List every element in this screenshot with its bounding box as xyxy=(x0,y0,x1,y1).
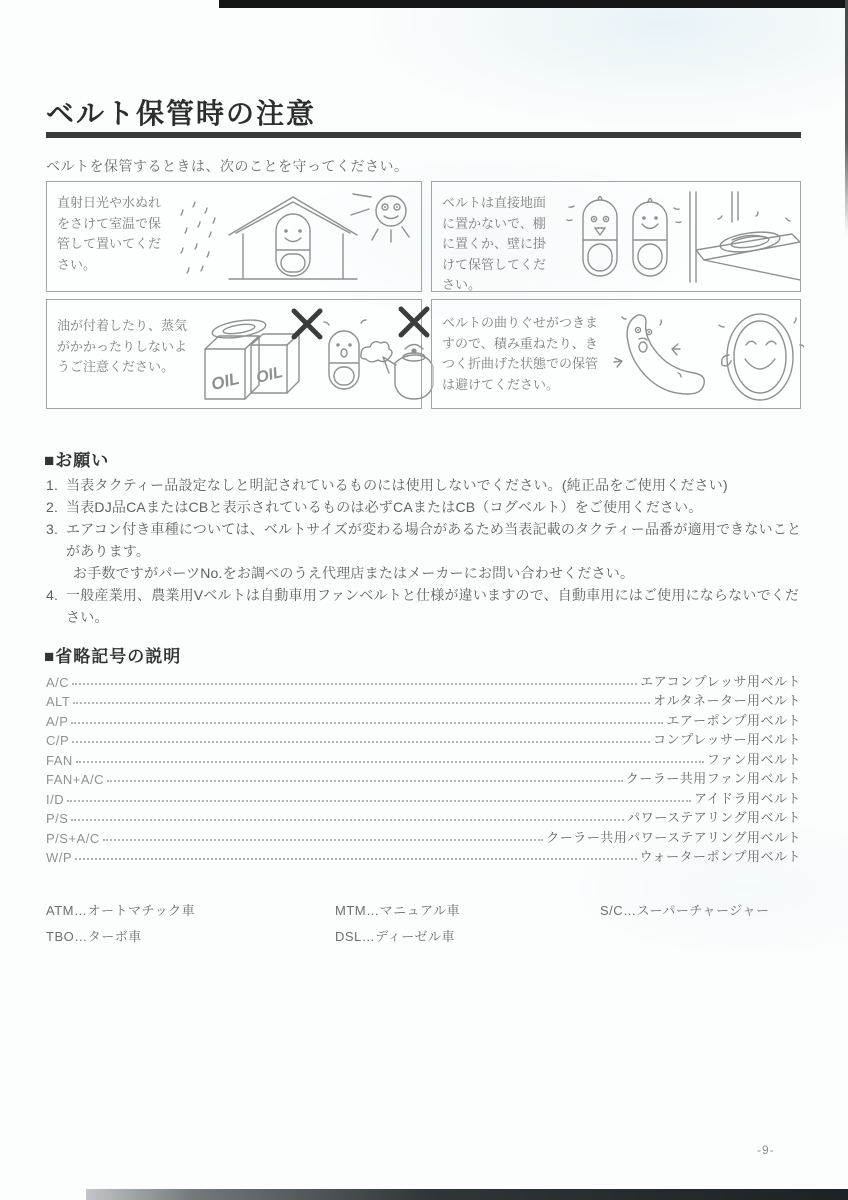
smiling-belt-icon xyxy=(276,214,310,276)
page-number: -9- xyxy=(757,1143,775,1157)
abbreviation-row xyxy=(46,847,801,867)
storage-tip-box-1 xyxy=(46,181,422,292)
house-icon xyxy=(229,197,357,279)
abbr-code: C/P xyxy=(46,733,70,748)
abbr-code: W/P xyxy=(46,850,73,865)
scan-artifact-top-bar xyxy=(219,0,848,8)
sun-icon xyxy=(351,194,409,242)
page-title: ベルト保管時の注意 xyxy=(46,98,317,129)
dotted-leader xyxy=(103,839,543,841)
storage-tip-box-3 xyxy=(46,299,422,409)
abbreviation-row xyxy=(46,749,801,769)
abbr-meaning: アイドラ用ベルト xyxy=(694,790,801,806)
vehicle-abbr-column xyxy=(600,898,806,950)
storage-tip-box-2 xyxy=(431,181,801,292)
dotted-leader xyxy=(73,702,650,704)
vehicle-abbr: ATM…オートマチック車 xyxy=(46,903,196,918)
dotted-leader xyxy=(107,780,623,782)
request-item xyxy=(46,518,806,584)
request-section-heading: ■お願い xyxy=(44,451,110,470)
abbr-code: P/S xyxy=(46,811,69,826)
steam-cloud-icon xyxy=(361,342,392,362)
abbr-meaning: コンプレッサー用ベルト xyxy=(653,732,801,747)
abbr-code: A/C xyxy=(46,674,70,690)
coiled-belt-on-shelf-icon xyxy=(718,212,790,255)
steamed-belt-icon xyxy=(324,320,366,389)
abbr-meaning: オルタネーター用ベルト xyxy=(653,693,801,708)
abbreviation-row xyxy=(46,808,801,828)
abbreviation-row xyxy=(46,671,801,691)
abbr-code: A/P xyxy=(46,713,69,729)
vehicle-abbr-column xyxy=(46,898,335,950)
item-text-line2: お手数ですがパーツNo.をお調べのうえ代理店またはメーカーにお問い合わせください。 xyxy=(73,565,635,581)
item-text: 当表タクティー品設定なしと明記されているものには使用しないでください。(純正品をご使用ください) xyxy=(66,477,728,493)
bent-belt-happy-belt-illustration xyxy=(608,300,804,408)
item-text xyxy=(66,518,806,584)
abbr-code: P/S+A/C xyxy=(46,830,100,846)
abbreviation-row xyxy=(46,788,801,808)
intro-text: ベルトを保管するときは、次のことを守ってください。 xyxy=(46,158,409,174)
tip-text: 油が付着したり、蒸気がかかったりしないようご注意ください。 xyxy=(57,318,188,375)
tip-text: ベルトの曲りぐせがつきますので、積み重ねたり、きつく折曲げた状態での保管は避けてください。 xyxy=(442,315,599,392)
dotted-leader xyxy=(76,761,704,763)
rain-house-sun-illustration xyxy=(169,182,421,291)
abbreviation-row xyxy=(46,710,801,730)
dotted-leader xyxy=(75,858,636,860)
request-item xyxy=(46,474,806,496)
hanging-belt-icon xyxy=(567,196,617,276)
dotted-leader xyxy=(67,800,691,802)
abbr-meaning: クーラー共用ファン用ベルト xyxy=(625,771,801,786)
item-text-line1: エアコン付き車種については、ベルトサイズが変わる場合があるため当表記載のタクティー品番が適用できないことがあります。 xyxy=(66,521,802,559)
abbr-code: FAN+A/C xyxy=(46,772,105,787)
vehicle-abbr: MTM…マニュアル車 xyxy=(335,903,461,918)
vehicle-abbr-column xyxy=(335,898,600,950)
dotted-leader xyxy=(71,722,663,724)
abbr-code: ALT xyxy=(46,694,71,709)
happy-belt-icon xyxy=(719,314,804,400)
abbr-meaning: ファン用ベルト xyxy=(706,751,801,767)
abbr-meaning: パワーステアリング用ベルト xyxy=(627,810,801,825)
request-list xyxy=(46,474,806,628)
rain-icon xyxy=(181,202,215,273)
item-number: 1. xyxy=(46,477,59,493)
abbreviation-section-heading: ■省略記号の説明 xyxy=(44,647,182,666)
abbr-code: I/D xyxy=(46,791,65,807)
abbreviation-row xyxy=(46,769,801,789)
abbreviation-row xyxy=(46,691,801,711)
oil-cans-kettle-illustration xyxy=(195,300,435,408)
tip-text: 直射日光や水ぬれをさけて室温で保管して置いてください。 xyxy=(57,195,162,272)
dotted-leader xyxy=(72,741,650,743)
shelf-icon xyxy=(690,192,800,282)
hanging-belt-icon xyxy=(633,198,681,276)
storage-tip-box-4 xyxy=(431,299,801,409)
bent-sad-belt-icon xyxy=(614,315,704,394)
item-text: 一般産業用、農業用Vベルトは自動車用ファンベルトと仕様が違いますので、自動車用にはご使用にならないでください。 xyxy=(66,587,800,625)
abbr-code: FAN xyxy=(46,752,73,768)
kettle-icon xyxy=(383,345,433,400)
item-number: 3. xyxy=(46,521,59,537)
abbreviation-row xyxy=(46,827,801,847)
item-text: 当表DJ品CAまたはCBと表示されているものは必ずCAまたはCB（コグベルト）をご使用ください。 xyxy=(66,499,703,515)
request-item xyxy=(46,496,806,518)
abbreviation-row xyxy=(46,730,801,750)
vehicle-abbr: DSL…ディーゼル車 xyxy=(335,929,455,944)
item-number: 2. xyxy=(46,499,59,515)
svg-text:OIL: OIL xyxy=(254,363,285,387)
svg-text:OIL: OIL xyxy=(209,368,242,395)
request-item xyxy=(46,584,806,628)
oil-can-icon xyxy=(251,334,299,393)
dotted-leader xyxy=(71,819,624,821)
vehicle-abbreviations xyxy=(46,898,806,950)
scan-artifact-bottom-bar xyxy=(86,1189,848,1200)
abbreviation-list xyxy=(46,671,801,866)
abbr-meaning: クーラー共用パワーステアリング用ベルト xyxy=(546,829,801,845)
dotted-leader xyxy=(72,683,637,685)
vehicle-abbr: TBO…ターボ車 xyxy=(46,929,142,944)
tip-text: ベルトは直接地面に置かないで、棚に置くか、壁に掛けて保管してください。 xyxy=(442,195,547,293)
abbr-meaning: ウォーターポンプ用ベルト xyxy=(639,849,801,864)
abbr-meaning: エアコンプレッサ用ベルト xyxy=(640,673,801,689)
belts-wall-shelf-illustration xyxy=(554,182,800,291)
title-underline-rule xyxy=(46,132,801,138)
abbr-meaning: エアーポンプ用ベルト xyxy=(666,712,801,728)
item-number: 4. xyxy=(46,587,59,603)
x-mark-icon xyxy=(401,309,427,335)
x-mark-icon xyxy=(294,311,320,337)
vehicle-abbr: S/C…スーパーチャージャー xyxy=(600,903,770,918)
